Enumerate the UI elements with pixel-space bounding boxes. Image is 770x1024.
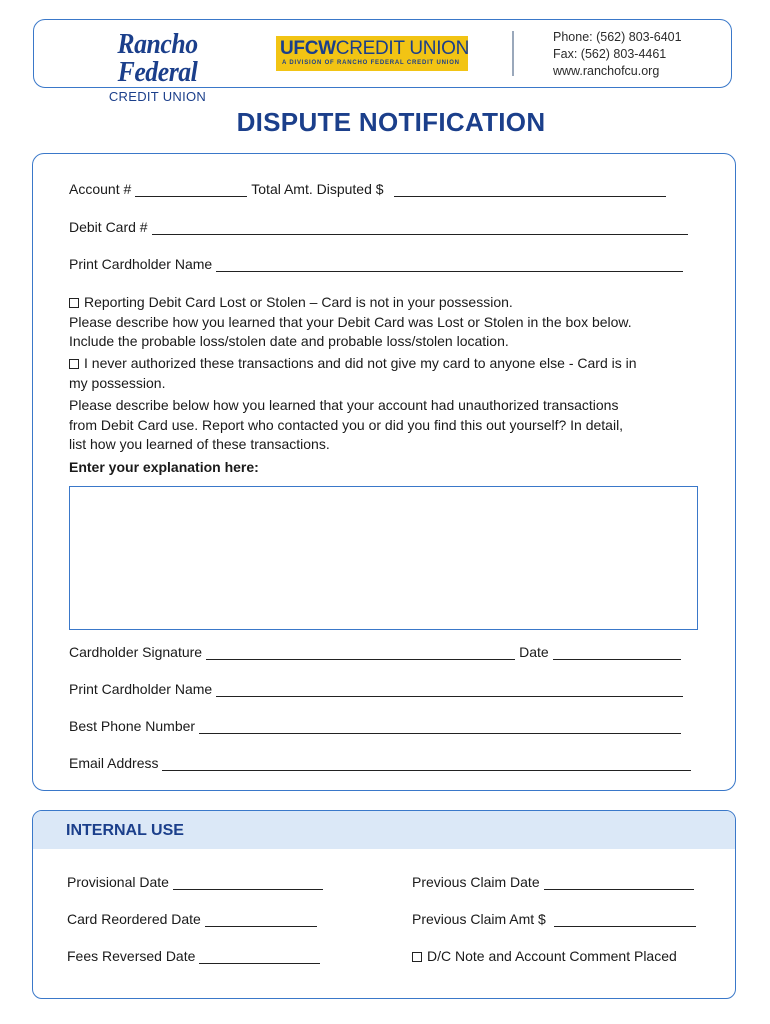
logo-name: Rancho Federal	[117, 29, 198, 88]
prev-claim-date-row	[412, 874, 694, 890]
card-reordered-field[interactable]	[205, 912, 317, 927]
prev-claim-date-label: Previous Claim Date	[412, 874, 540, 890]
signature-row	[69, 644, 681, 660]
print-name2-field[interactable]	[216, 682, 683, 697]
description-line3: list how you learned of these transactions.	[69, 436, 330, 452]
date-field[interactable]	[553, 645, 681, 660]
ufcw-logo-text	[280, 38, 469, 60]
card-reordered-label: Card Reordered Date	[67, 911, 201, 927]
email-field[interactable]	[162, 756, 691, 771]
lost-stolen-section	[69, 293, 632, 352]
print-name-label: Print Cardholder Name	[69, 256, 213, 272]
lost-stolen-line3: Include the probable loss/stolen date and probable loss/stolen location.	[69, 333, 509, 349]
dc-note-checkbox[interactable]	[412, 952, 422, 962]
card-reordered-row	[67, 911, 317, 927]
explanation-textbox[interactable]	[69, 486, 698, 630]
never-authorized-checkbox[interactable]	[69, 359, 79, 369]
fees-reversed-field[interactable]	[199, 949, 320, 964]
header-divider	[512, 31, 514, 76]
ufcw-logo	[276, 36, 468, 71]
date-label: Date	[519, 644, 549, 660]
logo-subtitle: CREDIT UNION	[108, 89, 207, 104]
signature-field[interactable]	[206, 645, 515, 660]
debit-card-field[interactable]	[152, 220, 688, 235]
internal-use-title: INTERNAL USE	[66, 822, 184, 839]
page-title: DISPUTE NOTIFICATION	[236, 107, 546, 137]
account-row	[69, 181, 666, 197]
debit-card-label: Debit Card #	[69, 219, 148, 235]
enter-explanation-label: Enter your explanation here:	[69, 458, 259, 475]
lost-stolen-line1: Reporting Debit Card Lost or Stolen – Card is not in your possession.	[84, 294, 513, 310]
prev-claim-date-field[interactable]	[544, 875, 694, 890]
provisional-field[interactable]	[173, 875, 323, 890]
provisional-label: Provisional Date	[67, 874, 169, 890]
internal-use-box	[32, 810, 736, 999]
prev-claim-amt-row	[412, 911, 696, 927]
never-authorized-section	[69, 354, 637, 393]
ufcw-rest: CREDIT UNION	[335, 38, 470, 59]
never-authorized-line2: my possession.	[69, 374, 166, 391]
print-name2-label: Print Cardholder Name	[69, 681, 213, 697]
contact-info	[553, 29, 682, 80]
description-instructions	[69, 396, 623, 477]
dc-note-row	[412, 948, 681, 964]
account-field[interactable]	[135, 182, 247, 197]
email-label: Email Address	[69, 755, 159, 771]
contact-web[interactable]: www.ranchofcu.org	[553, 64, 660, 78]
print-name-row	[69, 256, 683, 272]
never-authorized-line1: I never authorized these transactions and did not give my card to anyone else - Card is in	[84, 355, 637, 371]
contact-fax: Fax: (562) 803-4461	[553, 47, 667, 61]
debit-card-row	[69, 219, 688, 235]
phone-row	[69, 718, 681, 734]
phone-label: Best Phone Number	[69, 718, 196, 734]
contact-phone: Phone: (562) 803-6401	[553, 30, 682, 44]
description-line1: Please describe below how you learned that your account had unauthorized transactions	[69, 397, 619, 413]
ufcw-bold: UFCW	[280, 38, 336, 59]
lost-stolen-line2: Please describe how you learned that your Debit Card was Lost or Stolen in the box below.	[69, 313, 632, 330]
rancho-federal-logo	[75, 31, 240, 104]
prev-claim-amt-label: Previous Claim Amt $	[412, 911, 546, 927]
lost-stolen-checkbox[interactable]	[69, 298, 79, 308]
total-disputed-label: Total Amt. Disputed $	[251, 181, 384, 197]
print-name-field[interactable]	[216, 257, 683, 272]
dc-note-label: D/C Note and Account Comment Placed	[427, 948, 677, 964]
print-name2-row	[69, 681, 683, 697]
total-disputed-field[interactable]	[394, 182, 666, 197]
prev-claim-amt-field[interactable]	[554, 912, 696, 927]
phone-field[interactable]	[199, 719, 681, 734]
provisional-row	[67, 874, 323, 890]
account-label: Account #	[69, 181, 132, 197]
description-line2: from Debit Card use. Report who contacted you or did you find this out yourself? In detail,	[69, 416, 624, 433]
signature-label: Cardholder Signature	[69, 644, 203, 660]
email-row	[69, 755, 691, 771]
ufcw-subtitle: A DIVISION OF RANCHO FEDERAL CREDIT UNION	[282, 60, 460, 66]
fees-reversed-label: Fees Reversed Date	[67, 948, 196, 964]
fees-reversed-row	[67, 948, 320, 964]
